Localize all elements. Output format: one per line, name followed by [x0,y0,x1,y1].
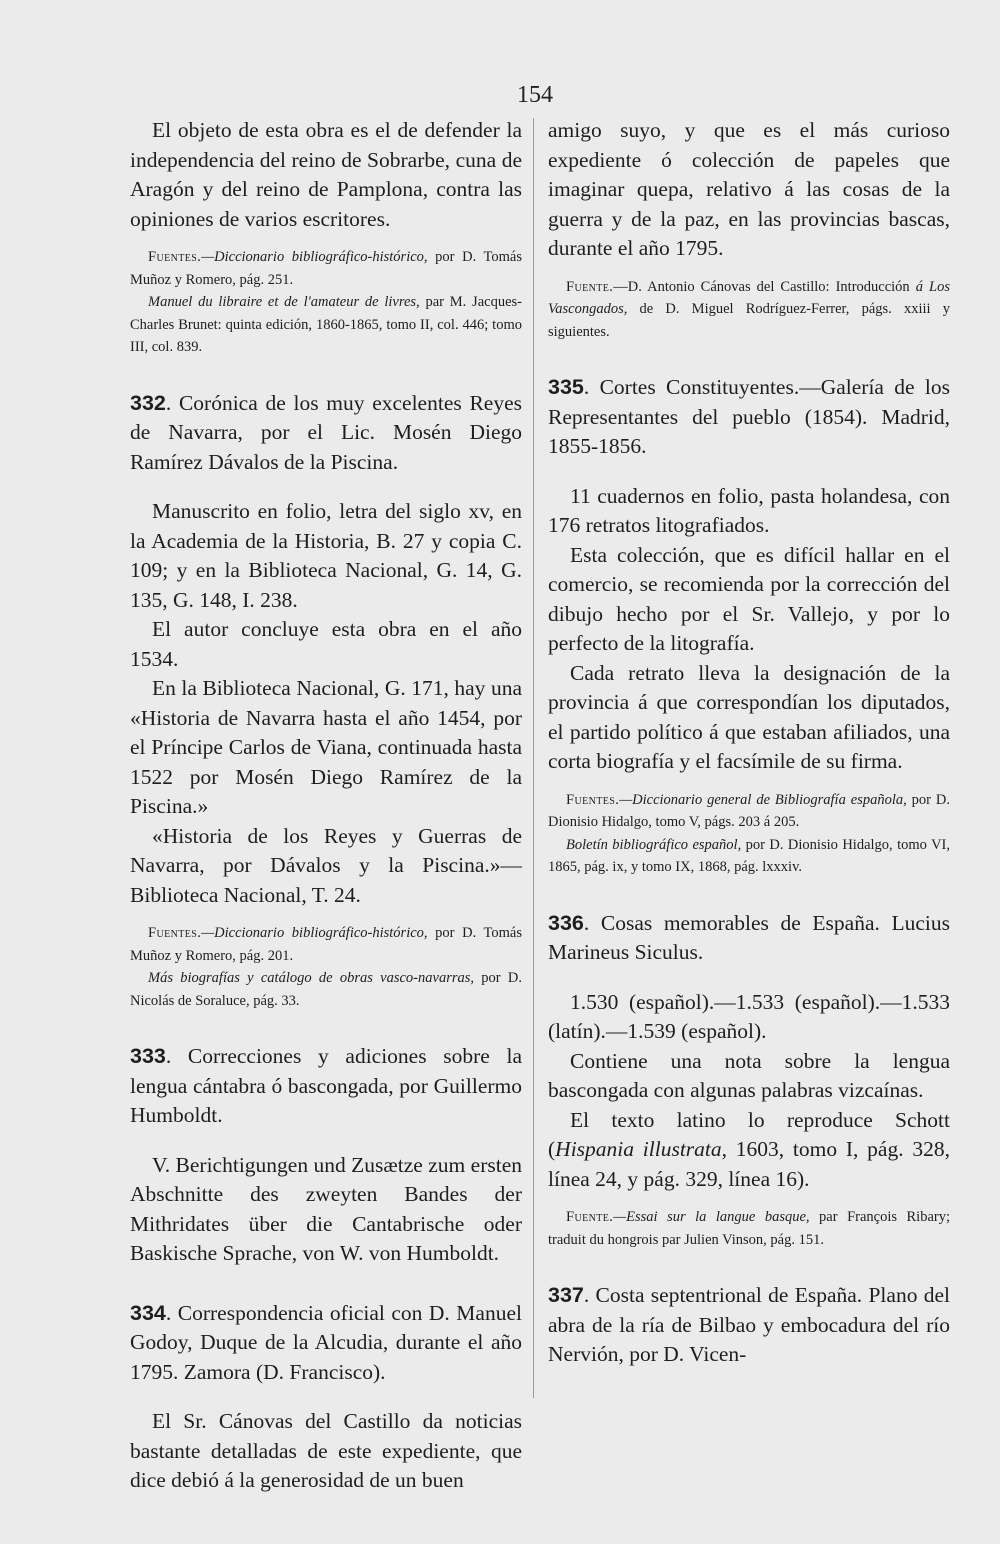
entry-paragraph: Manuscrito en folio, letra del siglo xv, en la Academia de la Historia, B. 27 y copia C. 109; y en la Biblioteca Nacional, G. 14, G. 135, G. 148, I. 238. [130,499,522,612]
entry-334-heading [130,1299,522,1388]
sources-label: Fuentes. [566,791,620,808]
sources-label: Fuentes. [148,925,202,941]
sources-note [130,967,522,1012]
entry-title: . Cortes Constituyentes.—Galería de los Representantes del pueblo (1854). Madrid, 1855-1856. [548,375,950,458]
entry-title: . Correcciones y adiciones sobre la lengua cántabra ó bascongada, por Guillermo Humboldt. [130,1044,522,1127]
source-title: —Diccionario bibliográfico-histórico, [201,249,428,265]
entry-number: 332 [130,390,166,415]
source-title: —Diccionario bibliográfico-histórico, [201,925,428,941]
source-title: —Diccionario general de Bibliografía española, [619,791,907,808]
sources-note [130,246,522,291]
entry-337-heading [548,1281,950,1370]
entry-title: . Corónica de los muy excelentes Reyes de Navarra, por el Lic. Mosén Diego Ramírez Dávalos de la Piscina. [130,390,522,474]
entry-333-heading [130,1042,522,1131]
entry-336-heading [548,909,950,968]
entry-text: El texto latino lo reproduce Schott ( [548,1107,950,1161]
entry-paragraph [548,1106,950,1195]
entry-paragraph: 11 cuadernos en folio, pasta holandesa, con 176 retratos litografiados. [548,483,950,537]
sources-note [548,789,950,834]
entry-paragraph: En la Biblioteca Nacional, G. 171, hay una «Historia de Navarra hasta el año 1454, por el Príncipe Carlos de Viana, continuada hasta 1522 por Mosén Diego Ramírez de la Piscina.» [130,676,522,818]
source-detail: par François Ribary; traduit du hongrois par Julien Vinson, pág. 151. [548,1209,950,1248]
source-detail: por D. Tomás Muñoz y Romero, pág. 201. [130,925,522,964]
entry-number: 335 [548,375,584,399]
entry-paragraph: El autor concluye esta obra en el año 1534. [130,617,522,671]
entry-title: . Cosas memorables de España. Lucius Marineus Siculus. [548,910,950,964]
entry-number: 337 [548,1283,584,1307]
entry-number: 333 [130,1044,166,1068]
entry-title: . Correspondencia oficial con D. Manuel Godoy, Duque de la Alcudia, durante el año 1795. Zamora (D. Francisco). [130,1300,522,1384]
entry-text: 1603, tomo I, pág. 328, línea 24, y pág. 329, línea 16). [548,1137,950,1191]
sources-label: Fuente. [566,278,614,295]
source-detail: —D. Antonio Cánovas del Castillo: Introducción [613,278,916,295]
entry-paragraph: Esta colección, que es difícil hallar en el comercio, se recomienda por la corrección del dibujo hecho por el Sr. Vallejo, y por lo perfecto de la litografía. [548,542,950,655]
entry-paragraph: V. Berichtigungen und Zusætze zum ersten Abschnitte des zweyten Bandes der Mithridates über die Cantabrische oder Baskische Sprache, von W. von Humboldt. [130,1152,522,1265]
entry-paragraph: Contiene una nota sobre la lengua bascongada con algunas palabras vizcaínas. [548,1048,950,1102]
source-title: Más biografías y catálogo de obras vasco-navarras, [148,970,475,986]
entry-paragraph: «Historia de los Reyes y Guerras de Navarra, por Dávalos y la Piscina.»—Biblioteca Nacional, T. 24. [130,823,522,907]
source-title: —Essai sur la langue basque, [613,1209,810,1225]
source-detail: por D. Tomás Muñoz y Romero, pág. 251. [130,249,522,288]
sources-note [548,834,950,879]
source-detail: par M. Jacques-Charles Brunet: quinta edición, 1860-1865, tomo II, col. 446; tomo III, col. 839. [130,294,522,355]
source-detail: por D. Dionisio Hidalgo, tomo VI, 1865, pág. ix, y tomo IX, 1868, pág. lxxxiv. [548,836,950,875]
entry-paragraph: 1.530 (español).—1.533 (español).—1.533 (latín).—1.539 (español). [548,989,950,1043]
right-column [548,116,950,1370]
sources-label: Fuente. [566,1209,614,1225]
entry-italic-title: Hispania illustrata, [555,1137,728,1161]
intro-paragraph: El objeto de esta obra es el de defender la independencia del reino de Sobrarbe, cuna de Aragón y del reino de Pamplona, contra las opiniones de varios escritores. [130,118,522,231]
sources-note [548,1206,950,1251]
sources-note [130,922,522,967]
entry-paragraph: Cada retrato lleva la designación de la provincia á que correspondían los diputados, el partido político á que estaban afiliados, una corta biografía y el facsímile de su firma. [548,660,950,773]
continued-paragraph: amigo suyo, y que es el más curioso expediente ó colección de papeles que imaginar quepa, relativo á las cosas de la guerra y de la paz, en las provincias bascas, durante el año 1795. [548,118,950,260]
entry-title: . Costa septentrional de España. Plano del abra de la ría de Bilbao y embocadura del río Nervión, por D. Vicen- [548,1283,950,1366]
source-title: Boletín bibliográfico español, [566,836,742,853]
sources-note [130,291,522,359]
entry-number: 334 [130,1300,166,1325]
source-detail: por D. Dionisio Hidalgo, tomo V, págs. 203 á 205. [548,791,950,830]
page-number: 154 [517,82,553,108]
left-column [130,116,522,1496]
sources-label: Fuentes. [148,249,202,265]
entry-paragraph: El Sr. Cánovas del Castillo da noticias bastante detalladas de este expediente, que dice debió á la generosidad de un buen [130,1409,522,1492]
sources-note [548,276,950,344]
source-detail: por D. Nicolás de Soraluce, pág. 33. [130,970,522,1009]
entry-332-heading [130,389,522,478]
source-title: Manuel du libraire et de l'amateur de livres, [148,294,420,310]
source-detail: de D. Miguel Rodríguez-Ferrer, págs. xxiii y siguientes. [548,301,950,340]
source-title: á Los Vascongados, [548,278,950,317]
column-divider [533,118,534,1398]
entry-335-heading [548,373,950,462]
entry-number: 336 [548,910,584,935]
